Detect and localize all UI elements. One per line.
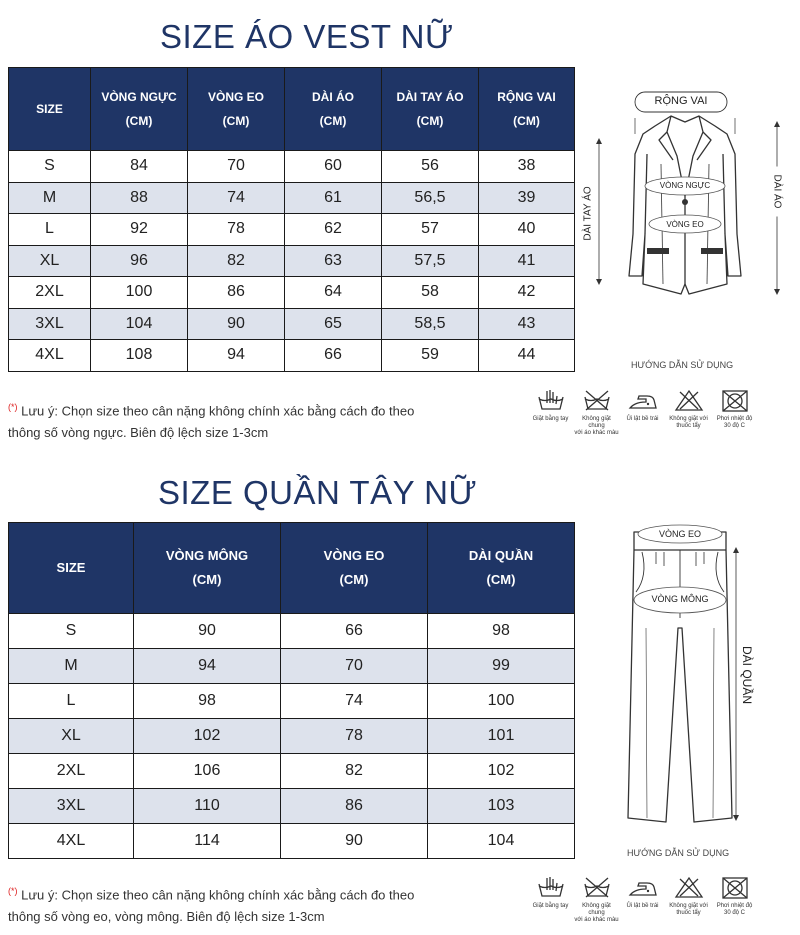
measurement-cell: 84 — [91, 151, 188, 183]
pants-label-waist: VÒNG EO — [658, 529, 701, 539]
measurement-cell: 90 — [188, 308, 285, 340]
pants-illustration — [620, 518, 790, 828]
header-length: DÀI ÁO (CM) — [285, 68, 382, 151]
header-chest: VÒNG NGỰC (CM) — [91, 68, 188, 151]
pants-label-length: DÀI QUẦN — [740, 640, 754, 710]
measurement-cell: 100 — [91, 277, 188, 309]
table-row — [9, 614, 575, 649]
jacket-illustration — [585, 84, 785, 299]
header-waist: VÒNG EO (CM) — [188, 68, 285, 151]
no-bleach-icon — [673, 875, 705, 900]
care-item — [666, 388, 711, 437]
care-label: Không giặt chung với áo khác màu — [574, 903, 619, 923]
iron-icon — [627, 875, 659, 900]
hand-wash-icon — [535, 388, 567, 413]
measurement-cell: 104 — [91, 308, 188, 340]
measurement-cell: 101 — [428, 719, 575, 754]
table-row — [9, 789, 575, 824]
measurement-cell: 57,5 — [382, 245, 479, 277]
no-bleach-icon — [673, 388, 705, 413]
tumble-dry-icon — [719, 875, 751, 900]
measurement-cell: 86 — [188, 277, 285, 309]
measurement-cell: 66 — [285, 340, 382, 372]
vest-note — [8, 396, 414, 444]
care-guide-title: HƯỚNG DẪN SỬ DỤNG — [627, 848, 730, 858]
size-cell: S — [9, 151, 91, 183]
care-label: Giặt bằng tay — [532, 903, 569, 909]
measurement-cell: 41 — [479, 245, 575, 277]
care-item — [574, 388, 619, 437]
measurement-cell: 63 — [285, 245, 382, 277]
measurement-cell: 59 — [382, 340, 479, 372]
care-label: Giặt bằng tay — [532, 416, 569, 422]
table-row — [9, 308, 575, 340]
table-row — [9, 754, 575, 789]
table-row — [9, 340, 575, 372]
size-cell: M — [9, 649, 134, 684]
header-waist: VÒNG EO (CM) — [281, 523, 428, 614]
jacket-label-waist: VÒNG EO — [666, 220, 704, 229]
size-cell: 2XL — [9, 277, 91, 309]
note-mark: (*) — [8, 886, 18, 896]
care-label: Phơi nhiệt độ 30 độ C — [716, 416, 753, 429]
measurement-cell: 39 — [479, 182, 575, 214]
measurement-cell: 70 — [281, 649, 428, 684]
measurement-cell: 90 — [134, 614, 281, 649]
measurement-cell: 60 — [285, 151, 382, 183]
measurement-cell: 58,5 — [382, 308, 479, 340]
measurement-cell: 70 — [188, 151, 285, 183]
note-line: Lưu ý: Chọn size theo cân nặng không chính xác bằng cách đo theo — [21, 887, 415, 903]
header-sleeve: DÀI TAY ÁO (CM) — [382, 68, 479, 151]
care-item — [666, 875, 711, 924]
measurement-cell: 94 — [134, 649, 281, 684]
care-icons-row — [528, 388, 758, 437]
vest-size-table — [8, 67, 575, 372]
jacket-label-chest: VÒNG NGỰC — [659, 181, 711, 190]
header-size: SIZE — [9, 523, 134, 614]
size-cell: XL — [9, 245, 91, 277]
care-item — [620, 388, 665, 437]
no-machine-wash-icon — [581, 388, 613, 413]
care-item — [620, 875, 665, 924]
size-cell: 3XL — [9, 789, 134, 824]
measurement-cell: 98 — [428, 614, 575, 649]
measurement-cell: 99 — [428, 649, 575, 684]
care-label: Ủi lật bề trái — [626, 903, 659, 909]
header-shoulder: RỘNG VAI (CM) — [479, 68, 575, 151]
care-label: Ủi lật bề trái — [626, 416, 659, 422]
measurement-cell: 66 — [281, 614, 428, 649]
table-row — [9, 719, 575, 754]
measurement-cell: 114 — [134, 824, 281, 859]
measurement-cell: 82 — [188, 245, 285, 277]
measurement-cell: 56 — [382, 151, 479, 183]
size-cell: L — [9, 214, 91, 246]
jacket-label-shoulder: RỘNG VAI — [654, 95, 708, 107]
measurement-cell: 94 — [188, 340, 285, 372]
measurement-cell: 98 — [134, 684, 281, 719]
measurement-cell: 86 — [281, 789, 428, 824]
measurement-cell: 92 — [91, 214, 188, 246]
measurement-cell: 74 — [281, 684, 428, 719]
measurement-cell: 82 — [281, 754, 428, 789]
measurement-cell: 102 — [134, 719, 281, 754]
measurement-cell: 64 — [285, 277, 382, 309]
no-machine-wash-icon — [581, 875, 613, 900]
measurement-cell: 78 — [281, 719, 428, 754]
pants-size-table — [8, 522, 575, 859]
table-row — [9, 182, 575, 214]
size-cell: 2XL — [9, 754, 134, 789]
measurement-cell: 40 — [479, 214, 575, 246]
care-item — [528, 875, 573, 924]
measurement-cell: 78 — [188, 214, 285, 246]
measurement-cell: 44 — [479, 340, 575, 372]
care-icons-row — [528, 875, 758, 924]
measurement-cell: 110 — [134, 789, 281, 824]
measurement-cell: 62 — [285, 214, 382, 246]
iron-icon — [627, 388, 659, 413]
size-cell: XL — [9, 719, 134, 754]
measurement-cell: 108 — [91, 340, 188, 372]
measurement-cell: 65 — [285, 308, 382, 340]
care-label: Không giặt với thuốc tẩy — [669, 903, 708, 916]
care-item — [528, 388, 573, 437]
measurement-cell: 42 — [479, 277, 575, 309]
hand-wash-icon — [535, 875, 567, 900]
table-row — [9, 245, 575, 277]
care-item — [712, 875, 757, 924]
care-label: Phơi nhiệt độ 30 độ C — [716, 903, 753, 916]
note-line: Lưu ý: Chọn size theo cân nặng không chính xác bằng cách đo theo — [21, 403, 415, 419]
note-mark: (*) — [8, 402, 18, 412]
note-line: thông số vòng ngực. Biên độ lệch size 1-3cm — [8, 425, 269, 441]
table-header-row — [9, 523, 575, 614]
header-length: DÀI QUẦN (CM) — [428, 523, 575, 614]
size-cell: M — [9, 182, 91, 214]
table-row — [9, 277, 575, 309]
pants-note — [8, 880, 414, 928]
size-cell: S — [9, 614, 134, 649]
care-label: Không giặt chung với áo khác màu — [574, 416, 619, 436]
size-cell: 3XL — [9, 308, 91, 340]
measurement-cell: 61 — [285, 182, 382, 214]
care-guide-title: HƯỚNG DẪN SỬ DỤNG — [631, 360, 734, 370]
vest-section-title: SIZE ÁO VEST NỮ — [160, 18, 454, 55]
tumble-dry-icon — [719, 388, 751, 413]
table-header-row — [9, 68, 575, 151]
size-cell: 4XL — [9, 340, 91, 372]
measurement-cell: 96 — [91, 245, 188, 277]
measurement-cell: 38 — [479, 151, 575, 183]
measurement-cell: 56,5 — [382, 182, 479, 214]
header-hip: VÒNG MÔNG (CM) — [134, 523, 281, 614]
table-row — [9, 649, 575, 684]
size-cell: L — [9, 684, 134, 719]
measurement-cell: 100 — [428, 684, 575, 719]
pants-section-title: SIZE QUẦN TÂY NỮ — [158, 474, 478, 511]
jacket-label-sleeve: DÀI TAY ÁO — [583, 169, 594, 259]
measurement-cell: 88 — [91, 182, 188, 214]
measurement-cell: 106 — [134, 754, 281, 789]
measurement-cell: 74 — [188, 182, 285, 214]
jacket-label-length: DÀI ÁO — [772, 167, 783, 217]
pants-label-hip: VÒNG MÔNG — [651, 594, 709, 604]
table-row — [9, 214, 575, 246]
measurement-cell: 104 — [428, 824, 575, 859]
measurement-cell: 58 — [382, 277, 479, 309]
measurement-cell: 103 — [428, 789, 575, 824]
measurement-cell: 57 — [382, 214, 479, 246]
measurement-cell: 90 — [281, 824, 428, 859]
table-row — [9, 684, 575, 719]
header-size: SIZE — [9, 68, 91, 151]
care-item — [712, 388, 757, 437]
note-line: thông số vòng eo, vòng mông. Biên độ lệch size 1-3cm — [8, 909, 325, 925]
table-row — [9, 824, 575, 859]
care-label: Không giặt với thuốc tẩy — [669, 416, 708, 429]
size-cell: 4XL — [9, 824, 134, 859]
care-item — [574, 875, 619, 924]
measurement-cell: 102 — [428, 754, 575, 789]
measurement-cell: 43 — [479, 308, 575, 340]
table-row — [9, 151, 575, 183]
